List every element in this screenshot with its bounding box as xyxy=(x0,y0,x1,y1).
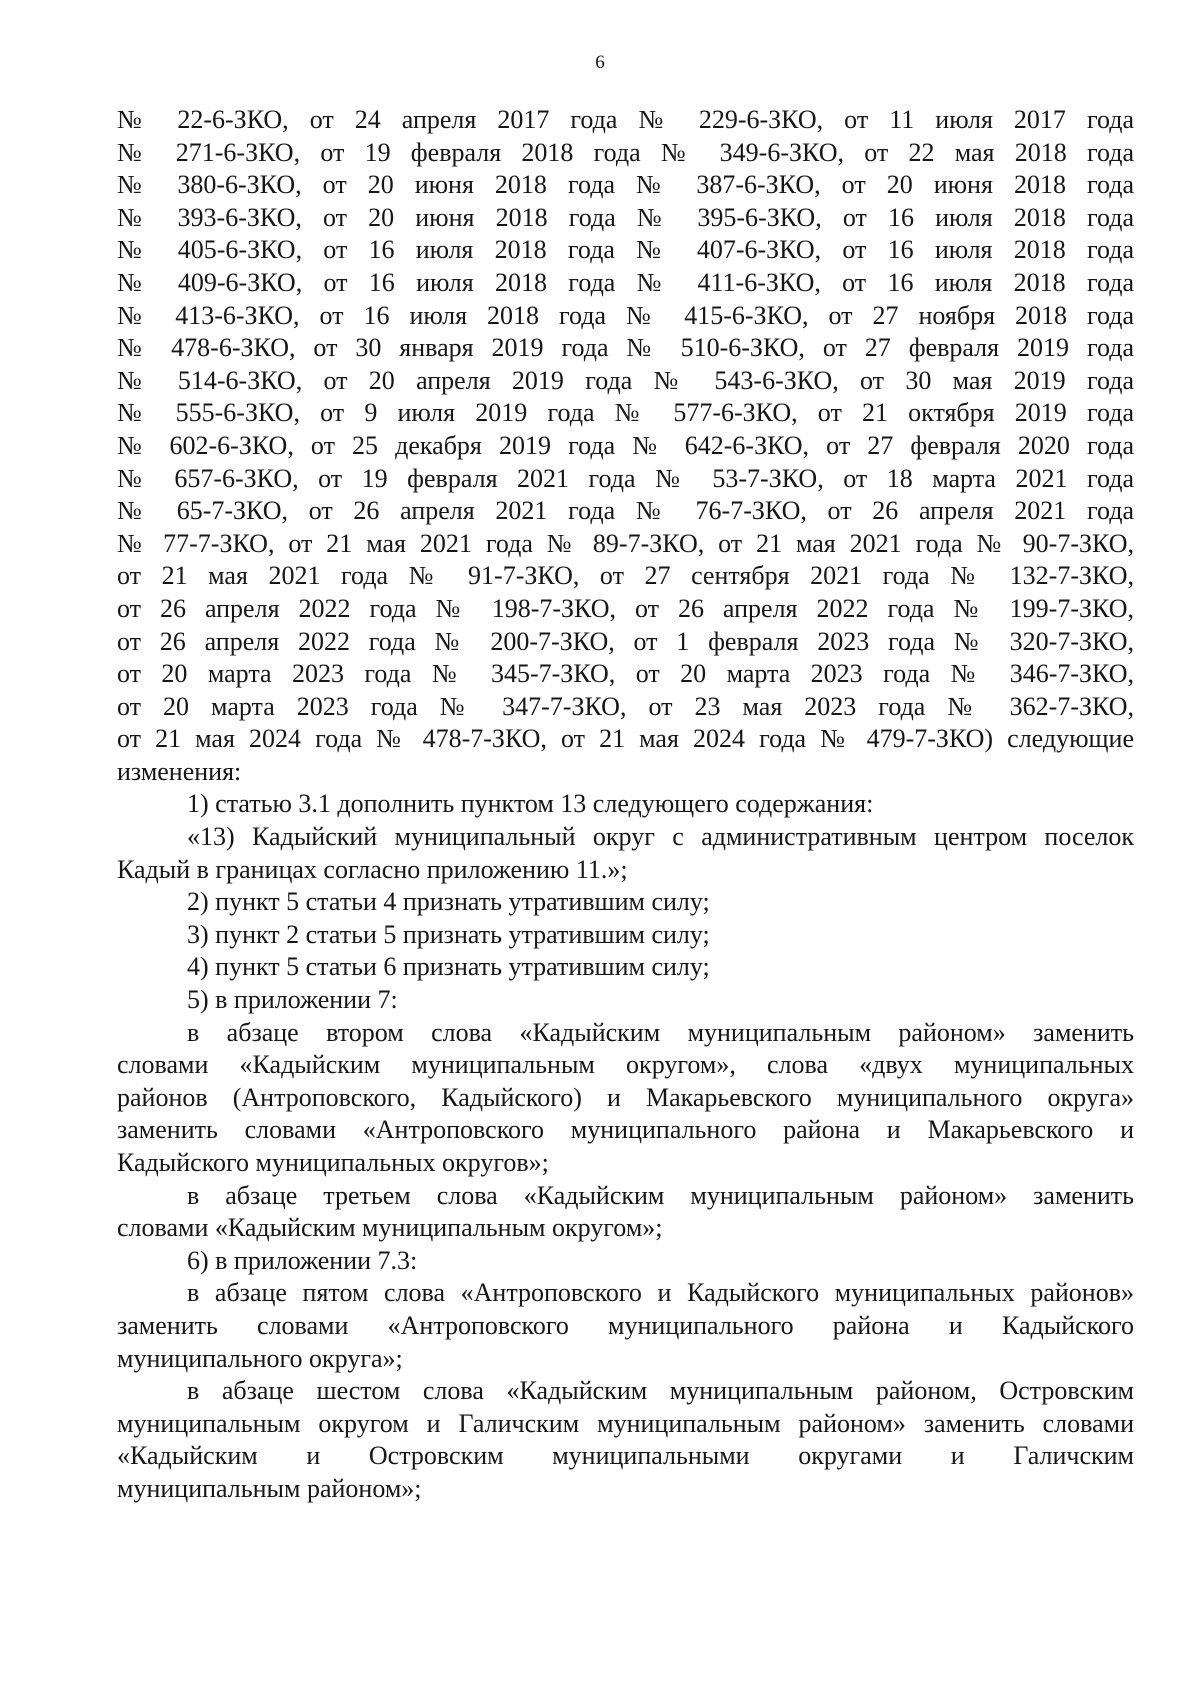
text-line: № 65-7-ЗКО, от 26 апреля 2021 года № 76-7-ЗКО, от 26 апреля 2021 года xyxy=(117,496,1134,526)
text-line: муниципальным районом»; xyxy=(117,1473,422,1503)
text-line: № 22-6-ЗКО, от 24 апреля 2017 года № 229-6-ЗКО, от 11 июля 2017 года xyxy=(117,105,1134,134)
text-line: «Кадыйским и Островским муниципальными округами и Галичским xyxy=(117,1441,1134,1471)
text-line: № 405-6-ЗКО, от 16 июля 2018 года № 407-6-ЗКО, от 16 июля 2018 года xyxy=(117,235,1134,265)
text-line: № 409-6-ЗКО, от 16 июля 2018 года № 411-6-ЗКО, от 16 июля 2018 года xyxy=(117,267,1134,297)
text-line: 2) пункт 5 статьи 4 признать утратившим силу; xyxy=(187,887,710,917)
text-line: муниципальным округом и Галичским муниципальным районом» заменить словами xyxy=(117,1408,1134,1438)
text-line: № 478-6-ЗКО, от 30 января 2019 года № 510-6-ЗКО, от 27 февраля 2019 года xyxy=(117,333,1134,363)
page-number: 6 xyxy=(595,52,605,73)
text-line: в абзаце втором слова «Кадыйским муниципальным районом» заменить xyxy=(187,1017,1134,1047)
text-line: словами «Кадыйским муниципальным округом», слова «двух муниципальных xyxy=(117,1050,1134,1080)
text-line: 6) в приложении 7.3: xyxy=(187,1245,418,1275)
text-line: 5) в приложении 7: xyxy=(187,985,398,1015)
text-line: № 393-6-ЗКО, от 20 июня 2018 года № 395-6-ЗКО, от 16 июля 2018 года xyxy=(117,202,1134,232)
text-line: 1) статью 3.1 дополнить пунктом 13 следующего содержания: xyxy=(187,789,874,819)
text-line: № 514-6-ЗКО, от 20 апреля 2019 года № 543-6-ЗКО, от 30 мая 2019 года xyxy=(117,365,1134,395)
text-line: 3) пункт 2 статьи 5 признать утратившим силу; xyxy=(187,919,710,949)
text-line: от 21 мая 2024 года № 478-7-ЗКО, от 21 мая 2024 года № 479-7-ЗКО) следующие xyxy=(117,724,1134,754)
text-line: муниципального округа»; xyxy=(117,1343,403,1373)
text-line: от 21 мая 2021 года № 91-7-ЗКО, от 27 сентября 2021 года № 132-7-ЗКО, xyxy=(117,561,1134,591)
text-line: заменить словами «Антроповского муниципального района и Макарьевского и xyxy=(117,1115,1134,1145)
text-line: в абзаце пятом слова «Антроповского и Кадыйского муниципальных районов» xyxy=(187,1278,1134,1308)
text-line: в абзаце шестом слова «Кадыйским муниципальным районом, Островским xyxy=(187,1376,1134,1406)
text-line: № 380-6-ЗКО, от 20 июня 2018 года № 387-6-ЗКО, от 20 июня 2018 года xyxy=(117,170,1134,200)
text-line: № 77-7-ЗКО, от 21 мая 2021 года № 89-7-ЗКО, от 21 мая 2021 года № 90-7-ЗКО, xyxy=(117,528,1134,558)
text-line: № 657-6-ЗКО, от 19 февраля 2021 года № 53-7-ЗКО, от 18 марта 2021 года xyxy=(117,463,1134,493)
text-line: в абзаце третьем слова «Кадыйским муниципальным районом» заменить xyxy=(187,1180,1134,1210)
text-line: Кадый в границах согласно приложению 11.»; xyxy=(117,854,628,884)
text-line: изменения: xyxy=(117,756,242,786)
text-line: от 20 марта 2023 года № 347-7-ЗКО, от 23 мая 2023 года № 362-7-ЗКО, xyxy=(117,691,1134,721)
text-line: от 20 марта 2023 года № 345-7-ЗКО, от 20 марта 2023 года № 346-7-ЗКО, xyxy=(117,659,1134,689)
text-line: «13) Кадыйский муниципальный округ с административным центром поселок xyxy=(187,822,1134,852)
text-line: Кадыйского муниципальных округов»; xyxy=(117,1148,549,1177)
text-line: заменить словами «Антроповского муниципального района и Кадыйского xyxy=(117,1310,1134,1340)
text-line: № 602-6-ЗКО, от 25 декабря 2019 года № 642-6-ЗКО, от 27 февраля 2020 года xyxy=(117,430,1134,460)
document-body xyxy=(117,104,1134,1506)
text-line: № 555-6-ЗКО, от 9 июля 2019 года № 577-6-ЗКО, от 21 октября 2019 года xyxy=(117,398,1134,428)
text-line: 4) пункт 5 статьи 6 признать утратившим силу; xyxy=(187,952,710,982)
text-line: районов (Антроповского, Кадыйского) и Макарьевского муниципального округа» xyxy=(117,1082,1134,1112)
text-line: словами «Кадыйским муниципальным округом»; xyxy=(117,1213,663,1243)
text-line: от 26 апреля 2022 года № 198-7-ЗКО, от 26 апреля 2022 года № 199-7-ЗКО, xyxy=(117,593,1134,623)
text-line: № 413-6-ЗКО, от 16 июля 2018 года № 415-6-ЗКО, от 27 ноября 2018 года xyxy=(117,300,1134,330)
text-line: от 26 апреля 2022 года № 200-7-ЗКО, от 1 февраля 2023 года № 320-7-ЗКО, xyxy=(117,626,1134,656)
text-line: № 271-6-ЗКО, от 19 февраля 2018 года № 349-6-ЗКО, от 22 мая 2018 года xyxy=(117,137,1134,167)
